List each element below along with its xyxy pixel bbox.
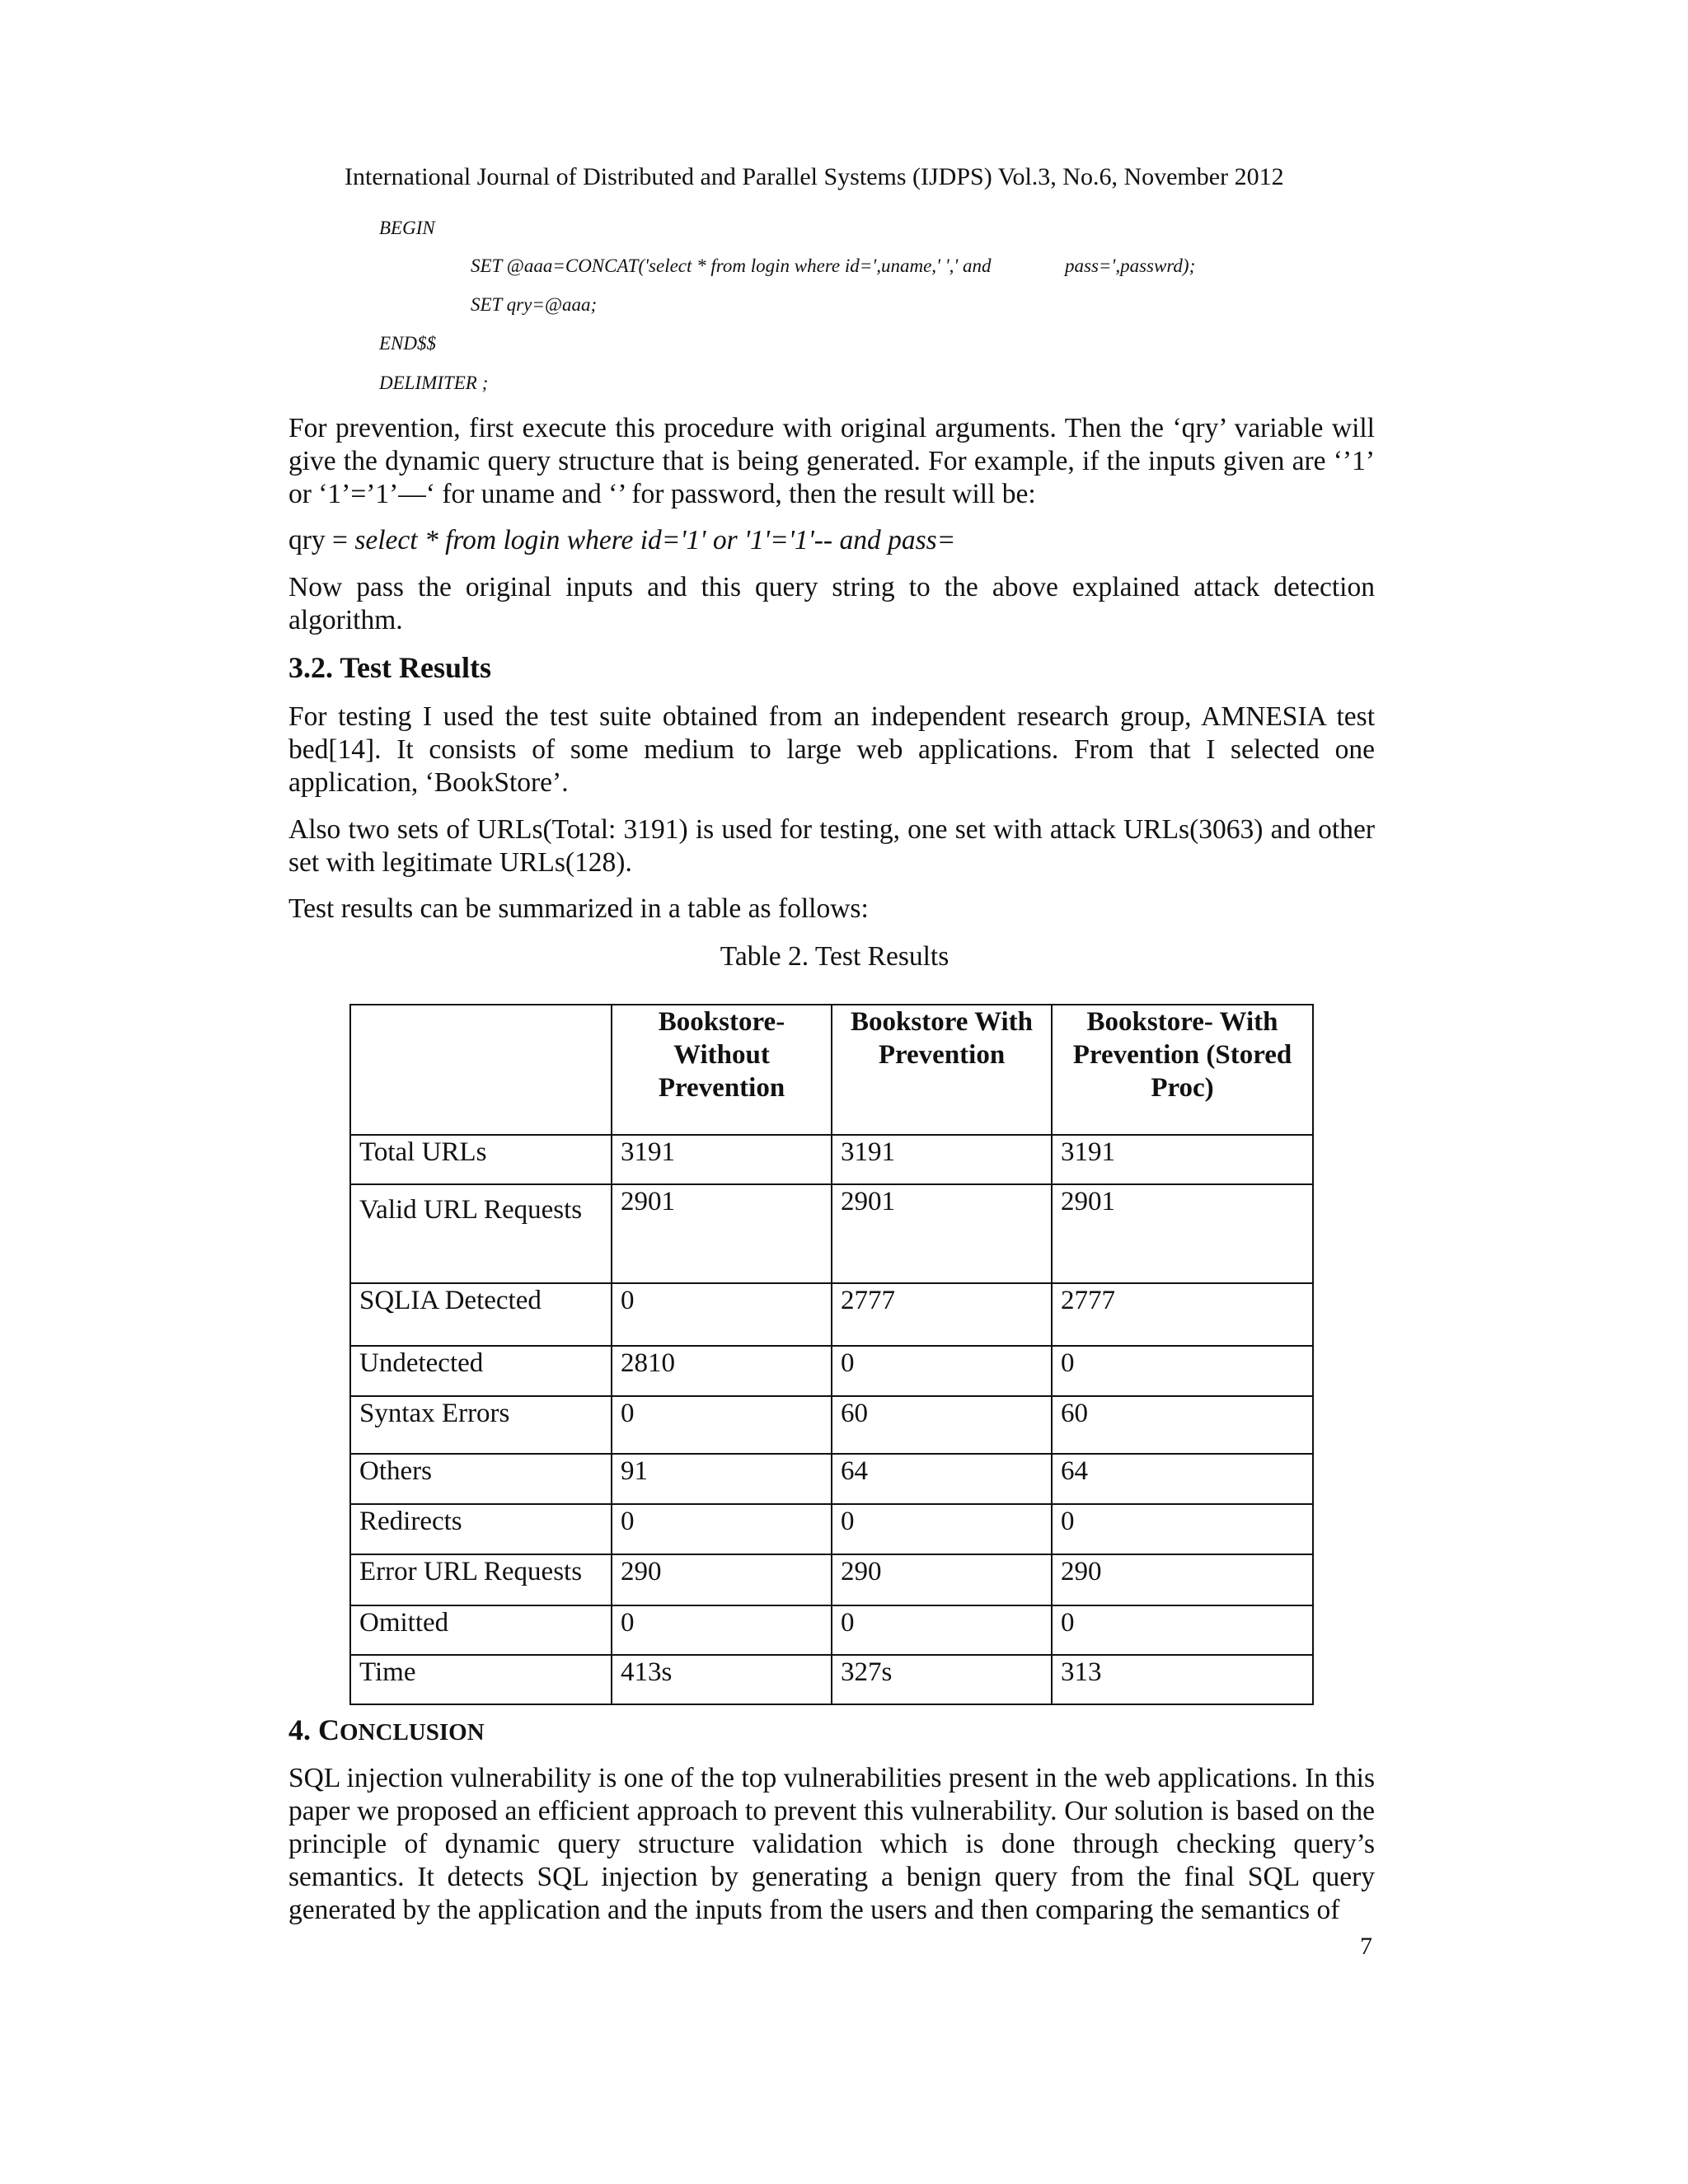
table-cell: 64 — [1052, 1454, 1313, 1504]
qry-label: qry = — [288, 525, 355, 555]
page-number: 7 — [1360, 1933, 1372, 1960]
table-row — [350, 1184, 1313, 1283]
table-row — [350, 1283, 1313, 1346]
table-row — [350, 1396, 1313, 1454]
table-cell: 2901 — [612, 1184, 832, 1283]
table-cell: Error URL Requests — [350, 1554, 612, 1605]
table-caption: Table 2. Test Results — [720, 941, 950, 972]
table-cell: 0 — [612, 1396, 832, 1454]
table-cell: 3191 — [1052, 1135, 1313, 1184]
table-cell: 60 — [832, 1396, 1052, 1454]
table-cell: 0 — [612, 1504, 832, 1554]
table-cell: 290 — [612, 1554, 832, 1605]
paragraph-pass-inputs: Now pass the original inputs and this query string to the above explained attack detection algorithm. — [288, 572, 1375, 635]
table-cell: 313 — [1052, 1655, 1313, 1704]
table-cell: Redirects — [350, 1504, 612, 1554]
table-cell: 2901 — [1052, 1184, 1313, 1283]
code-line-set-qry: SET qry=@aaa; — [471, 294, 598, 315]
paragraph-summary: Test results can be summarized in a table as follows: — [288, 893, 869, 924]
table-cell: 60 — [1052, 1396, 1313, 1454]
table-cell: 2810 — [612, 1346, 832, 1396]
table-cell: Time — [350, 1655, 612, 1704]
table-cell: 2901 — [832, 1184, 1052, 1283]
paragraph-test-suite: For testing I used the test suite obtained from an independent research group, AMNESIA test bed[14]. It consists of some medium to large web applications. From that I selected one application, ‘BookStore’. — [288, 701, 1375, 798]
table-row — [350, 1605, 1313, 1655]
paragraph-conclusion: SQL injection vulnerability is one of the top vulnerabilities present in the web applications. In this paper we proposed an efficient approach to prevent this vulnerability. Our solution is based on the principle of dynamic query structure validation which is done through checking query’s semantics. It detects SQL injection by generating a benign query from the final SQL query generated by the application and the inputs from the users and then comparing the semantics of — [288, 1763, 1375, 1925]
code-end: END$$ — [379, 333, 436, 354]
table-cell: 0 — [832, 1605, 1052, 1655]
table-cell: Omitted — [350, 1605, 612, 1655]
table-cell: 2777 — [1052, 1283, 1313, 1346]
table-cell: Undetected — [350, 1346, 612, 1396]
code-delimiter: DELIMITER ; — [379, 373, 489, 393]
table-row — [350, 1504, 1313, 1554]
table-cell: 327s — [832, 1655, 1052, 1704]
section-heading-conclusion — [288, 1712, 485, 1750]
table-cell: 91 — [612, 1454, 832, 1504]
table-cell: 3191 — [832, 1135, 1052, 1184]
table-cell: 2777 — [832, 1283, 1052, 1346]
table-cell: Valid URL Requests — [350, 1184, 612, 1283]
table-cell: 3191 — [612, 1135, 832, 1184]
section-heading-conclusion-number: 4. C — [288, 1713, 340, 1746]
paragraph-url-sets: Also two sets of URLs(Total: 3191) is used for testing, one set with attack URLs(3063) and other set with legitimate URLs(128). — [288, 814, 1375, 878]
section-heading-test-results: 3.2. Test Results — [288, 651, 492, 684]
table-row — [350, 1655, 1313, 1704]
section-heading-conclusion-rest: ONCLUSION — [340, 1719, 485, 1746]
table-cell: 290 — [832, 1554, 1052, 1605]
code-line-concat: SET @aaa=CONCAT('select * from login where id=',uname,' ',' and — [471, 255, 992, 276]
table-cell: Total URLs — [350, 1135, 612, 1184]
table-header-cell: Bookstore- With Prevention (Stored Proc) — [1052, 1005, 1313, 1135]
table-header-row — [350, 1005, 1313, 1135]
table-cell: 0 — [1052, 1346, 1313, 1396]
paragraph-prevention: For prevention, first execute this procedure with original arguments. Then the ‘qry’ variable will give the dynamic query structure that is being generated. For example, if the inputs given are ‘’1’ or ‘1’=’1’—‘ for uname and ‘’ for password, then the result will be: — [288, 413, 1375, 509]
table-cell: Others — [350, 1454, 612, 1504]
journal-header: International Journal of Distributed and Parallel Systems (IJDPS) Vol.3, No.6, November 2012 — [345, 163, 1284, 190]
table-cell: 0 — [1052, 1504, 1313, 1554]
table-row — [350, 1135, 1313, 1184]
table-header-cell: Bookstore With Prevention — [832, 1005, 1052, 1135]
table-cell: Syntax Errors — [350, 1396, 612, 1454]
table-cell: 0 — [832, 1346, 1052, 1396]
table-header-cell: Bookstore- Without Prevention — [612, 1005, 832, 1135]
test-results-table — [349, 1004, 1314, 1705]
code-line-concat-tail: pass=',passwrd); — [1065, 255, 1196, 276]
table-cell: 413s — [612, 1655, 832, 1704]
table-cell: 0 — [612, 1283, 832, 1346]
table-cell: SQLIA Detected — [350, 1283, 612, 1346]
qry-value: select * from login where id='1' or '1'='1'-- and pass= — [354, 525, 956, 555]
table-row — [350, 1346, 1313, 1396]
table-cell: 290 — [1052, 1554, 1313, 1605]
table-row — [350, 1454, 1313, 1504]
table-cell: 0 — [1052, 1605, 1313, 1655]
table-cell: 0 — [612, 1605, 832, 1655]
code-begin: BEGIN — [379, 218, 435, 238]
table-header-cell — [350, 1005, 612, 1135]
table-row — [350, 1554, 1313, 1605]
table-cell: 0 — [832, 1504, 1052, 1554]
table-cell: 64 — [832, 1454, 1052, 1504]
qry-example — [288, 524, 1375, 557]
